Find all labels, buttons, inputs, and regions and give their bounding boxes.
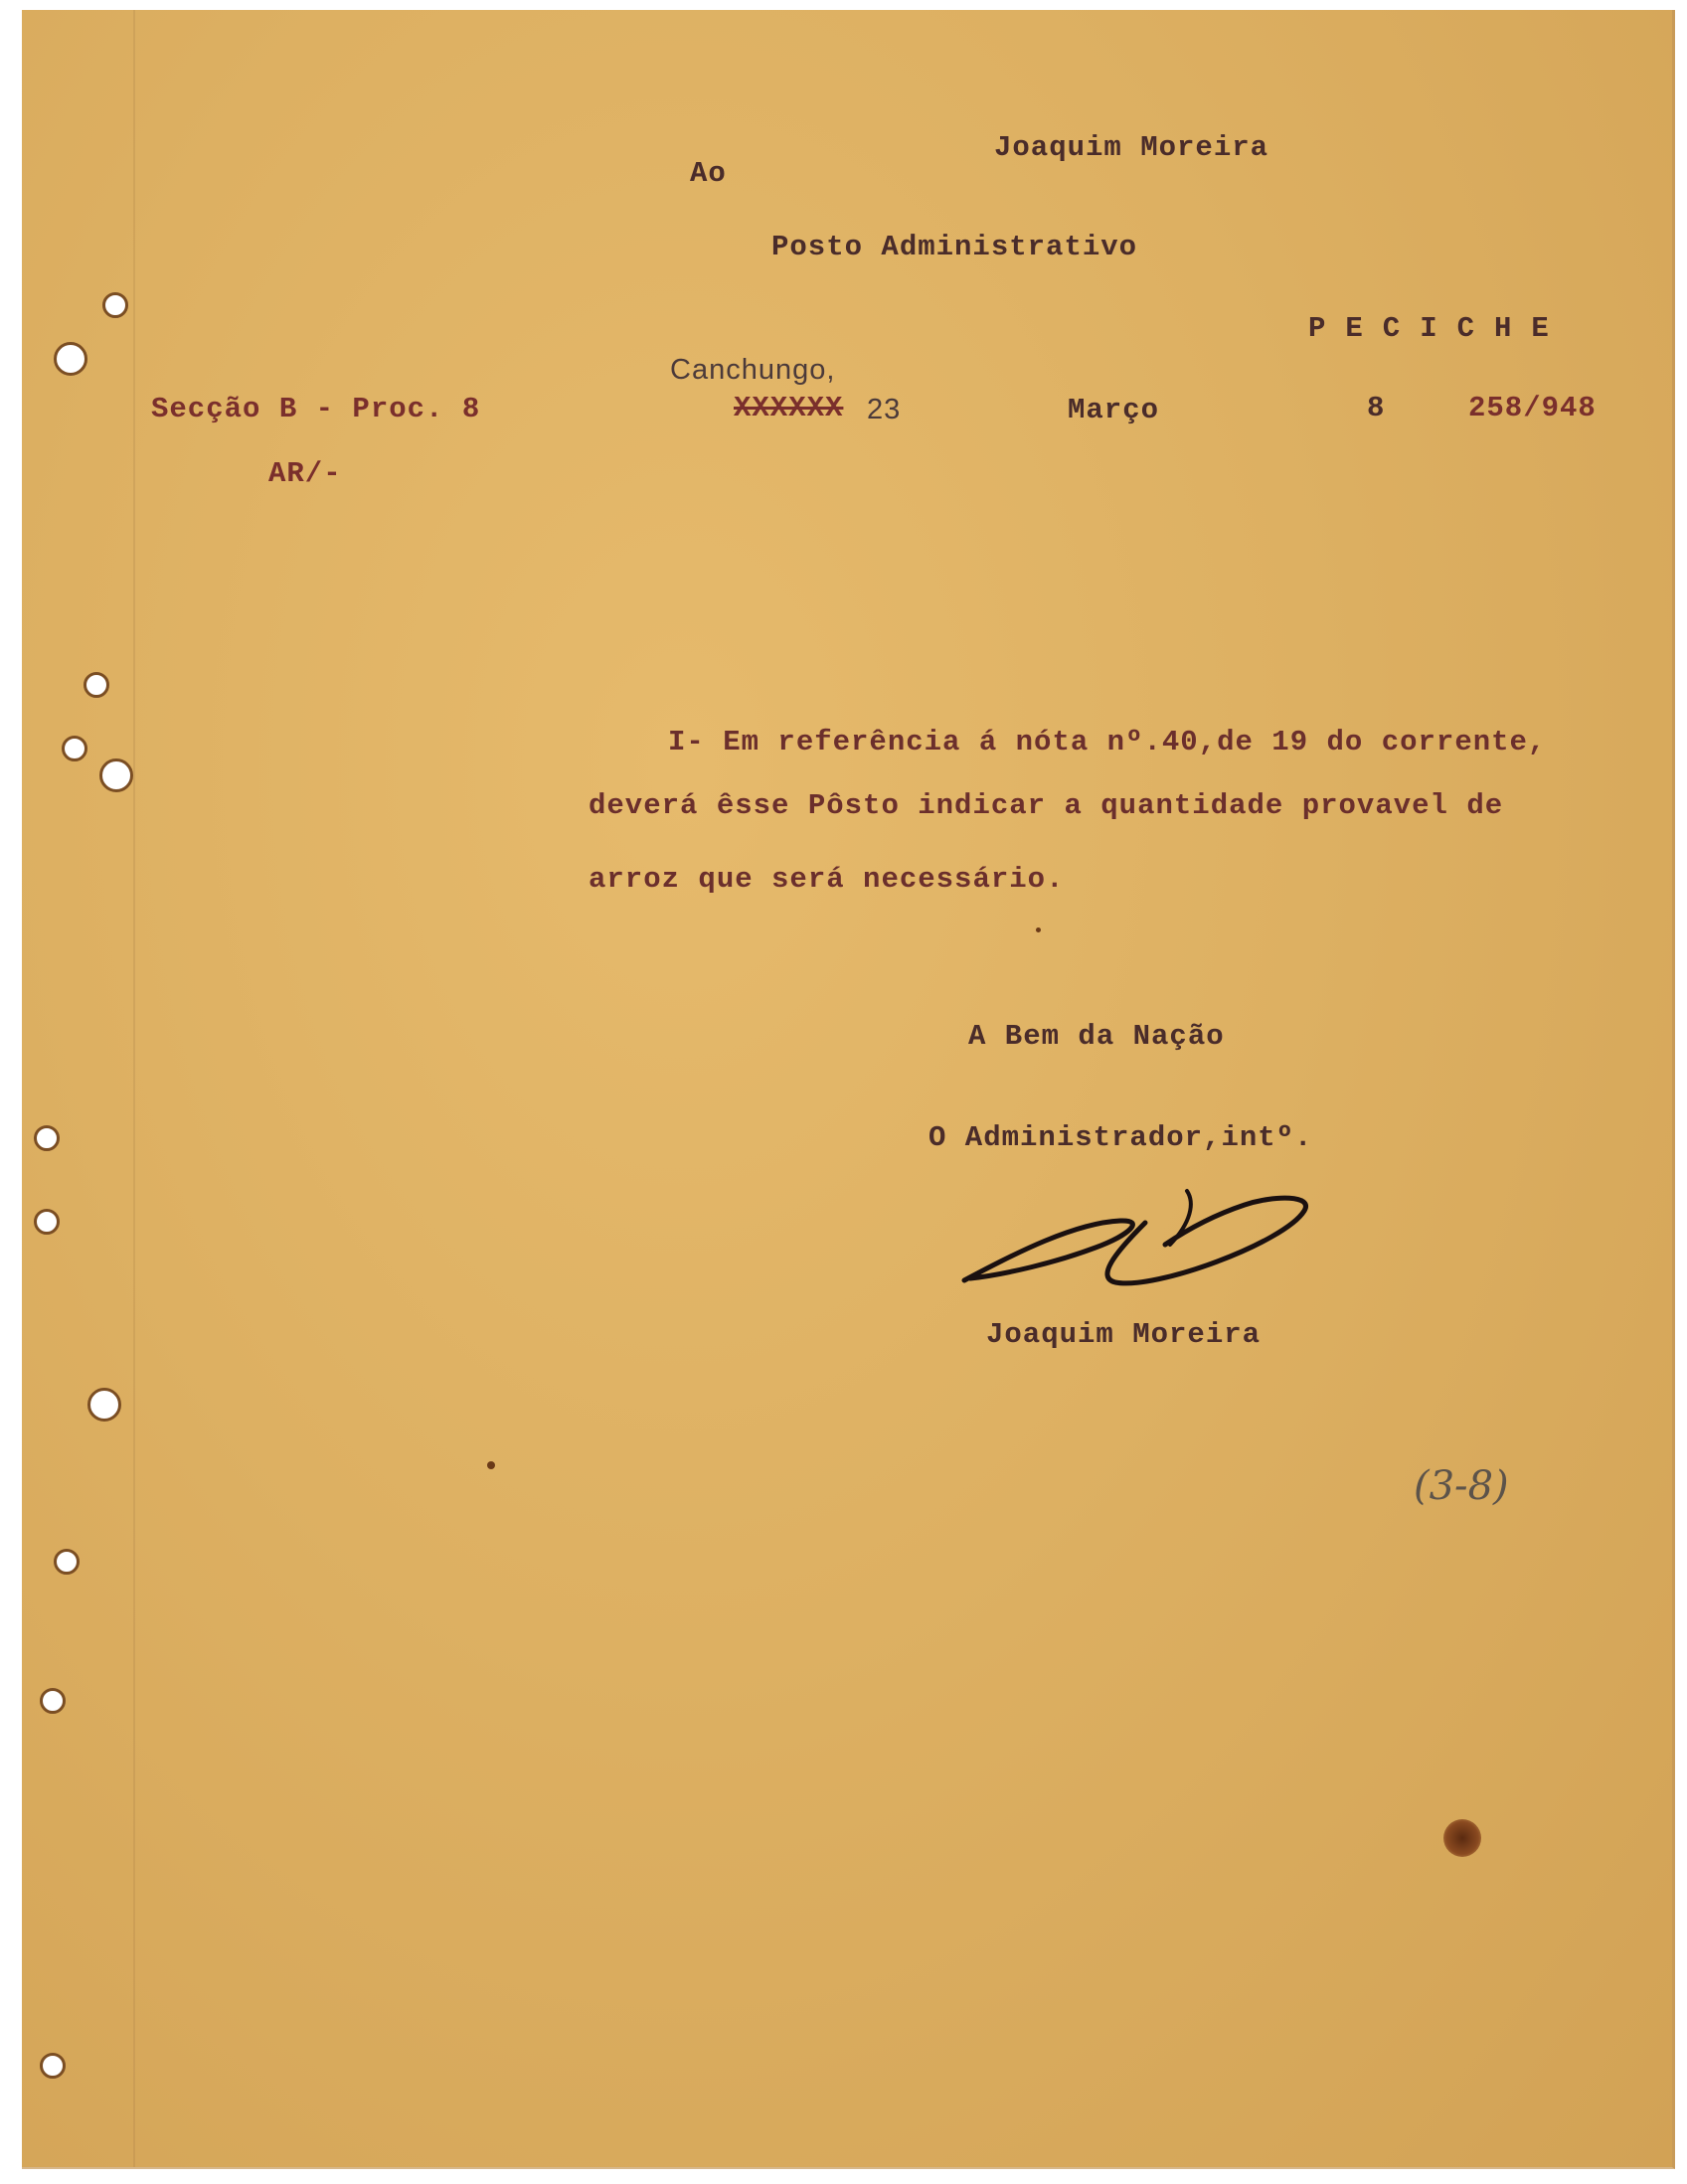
- section-reference: Secção B - Proc. 8: [151, 393, 481, 425]
- addressee-prefix: Ao: [690, 157, 727, 190]
- closing-title: O Administrador,intº.: [928, 1121, 1313, 1154]
- closing-salutation: A Bem da Nação: [968, 1020, 1225, 1053]
- paper-crease: [133, 10, 135, 2167]
- document-page: [22, 10, 1675, 2169]
- punch-hole: [102, 292, 128, 318]
- stain-spot: [1443, 1819, 1481, 1857]
- punch-hole: [34, 1125, 60, 1151]
- punch-hole: [40, 1688, 66, 1714]
- punch-hole: [54, 1549, 80, 1575]
- addressee-location: PECICHE: [1308, 312, 1569, 345]
- typist-initials: AR/-: [268, 457, 342, 490]
- addressee-office: Posto Administrativo: [771, 231, 1138, 263]
- place-name: Canchungo,: [670, 354, 836, 386]
- pencil-annotation: (3-8): [1414, 1463, 1509, 1509]
- body-line-2: deverá êsse Pôsto indicar a quantidade provavel de: [589, 789, 1504, 822]
- punch-hole: [54, 342, 87, 376]
- body-line-1: I- Em referência á nóta nº.40,de 19 do corrente,: [668, 726, 1547, 758]
- date-day: 23: [867, 394, 902, 425]
- struck-out-text: XXXXXX: [734, 392, 844, 424]
- document-reference: 258/948: [1468, 392, 1597, 424]
- punch-hole: [34, 1209, 60, 1235]
- punch-hole: [87, 1388, 121, 1422]
- punch-hole: [40, 2053, 66, 2079]
- punch-hole: [99, 758, 133, 792]
- punch-hole: [62, 736, 87, 761]
- stain-spot-tiny: [1036, 927, 1041, 932]
- punch-hole: [84, 672, 109, 698]
- addressee-name: Joaquim Moreira: [994, 131, 1269, 164]
- signer-name: Joaquim Moreira: [986, 1318, 1262, 1351]
- document-number: 8: [1367, 392, 1386, 424]
- handwritten-signature: [956, 1183, 1344, 1302]
- date-month: Março: [1068, 394, 1160, 426]
- body-line-3: arroz que será necessário.: [589, 863, 1065, 896]
- stain-spot-small: [487, 1461, 495, 1469]
